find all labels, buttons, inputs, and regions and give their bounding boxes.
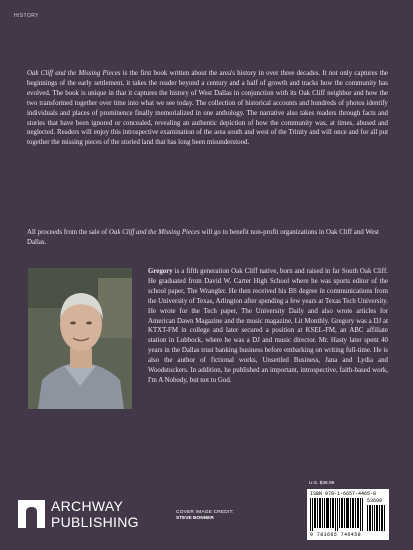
author-bio-text: is a fifth generation Oak Cliff native, born and raised in far South Oak Cliff. He graduated from David W. Carter High School where he was sports editor of the school paper, The Wrangler. He then received his BS degree in communications from the University of Texas, Arlington after spending a few years at Texas Tech University. He wrote for the Tech paper, The University Daily and also wrote articles for American Dawn Magazine and the music magazine, Lit Monthly. Gregory was a DJ at KTXT-FM in college and later secured a position at KSEL-FM, an ABC affiliate station in Lubbock, where he was a DJ and music director. Mr. Hasty later spent 40 years in the Dallas trust banking business before embarking on writing full-time. He is also the author of fictional works, Unsettled Business, Jana and Lydia and Woodstockers. In addition, he published an important, introspective, faith-based work, I'm A Nobody, but not to God. bbox=[148, 268, 388, 384]
author-bio bbox=[148, 267, 388, 386]
publisher-name-line2: PUBLISHING bbox=[51, 514, 139, 530]
barcode-digits: 9 781665 746458 bbox=[310, 532, 362, 538]
proceeds-book-title: Oak Cliff and the Missing Pieces bbox=[108, 229, 200, 236]
author-portrait-image bbox=[28, 268, 132, 409]
barcode-bars bbox=[310, 498, 366, 531]
author-name: Gregory bbox=[148, 268, 173, 275]
genre-label: HISTORY bbox=[14, 13, 39, 19]
cover-credit bbox=[176, 510, 236, 521]
book-title-italic: Oak Cliff and the Missing Pieces bbox=[27, 70, 121, 77]
cover-credit-label: COVER IMAGE CREDIT: bbox=[176, 510, 234, 515]
proceeds-statement bbox=[27, 228, 388, 248]
publisher-logo bbox=[18, 496, 148, 530]
supplement-bars bbox=[367, 505, 386, 531]
proceeds-prefix: All proceeds from the sale of bbox=[27, 229, 109, 236]
author-photo bbox=[28, 268, 132, 409]
publisher-name-line1: ARCHWAY bbox=[51, 498, 124, 514]
book-description bbox=[27, 69, 388, 148]
barcode-supplement: 53699 bbox=[367, 498, 383, 504]
price-label: U.S. $36.99 bbox=[309, 481, 335, 486]
archway-arch-icon bbox=[18, 498, 45, 528]
isbn-number: ISBN 978-1-6657-4465-8 bbox=[310, 491, 377, 497]
proceeds-suffix: will go to benefit non-profit organizations in Oak Cliff and West Dallas. bbox=[27, 229, 379, 246]
cover-credit-name: STEVE BONNER bbox=[176, 516, 214, 521]
book-description-text: is the first book written about the area's history in over three decades. It not only captures the beginnings of the early settlement, it takes the reader beyond a century and a half of growth and tracks how the community has evolved. The book is unique in that it captures the history of West Dallas in conjunction with its Oak Cliff neighbor and how the two transformed together over time into what we see today. The collection of historical accounts and hundreds of photos identify individuals and places of prominence finally memorialized in one anthology. The narrative also takes readers through facts and stories that have been ignored or concealed, revealing an authentic depiction of how the community was, at times, abused and neglected. Readers will enjoy this introspective examination of the area south and west of the Trinity and will once and for all put together the missing pieces of the storied land that has long been misunderstood. bbox=[27, 70, 388, 147]
isbn-barcode bbox=[307, 489, 389, 540]
